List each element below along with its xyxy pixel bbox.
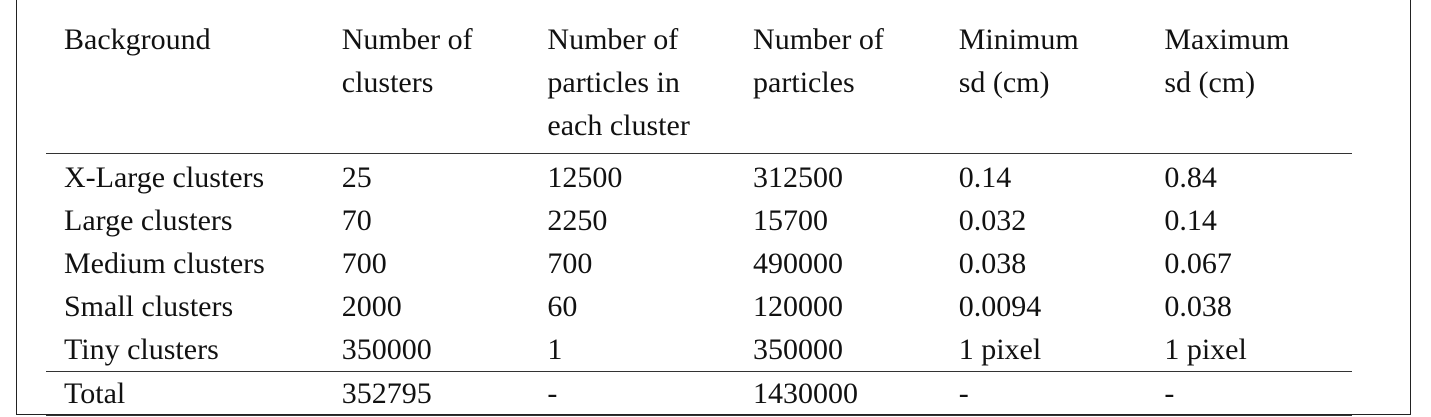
header-minimum-sd [941,16,1147,154]
header-number-of-particles [735,16,941,154]
cell-number-of-particles: 15700 [753,204,829,237]
table-header-row [46,16,1352,154]
cell-particles-each-cluster: 12500 [547,161,623,194]
cell-particles-each-cluster: 700 [547,247,593,280]
cell-number-of-particles: 490000 [753,247,844,280]
header-maximum-sd-line-2: sd (cm) [1164,66,1256,99]
header-background [46,16,324,154]
total-maximum-sd: - [1164,377,1175,410]
cell-number-of-particles: 120000 [753,290,844,323]
row-label: Large clusters [64,204,233,237]
row-label: Medium clusters [64,247,265,280]
table-row [46,199,1352,242]
table-total-row [46,372,1352,416]
cell-maximum-sd: 0.84 [1164,161,1217,194]
header-particles-each-line-1: Number of [547,23,679,56]
header-number-of-clusters-line-2: clusters [341,66,434,99]
total-number-of-clusters: 352795 [341,377,432,410]
header-particles-each-line-2: particles in [547,66,680,99]
cell-minimum-sd: 1 pixel [958,333,1042,366]
cell-maximum-sd: 0.067 [1164,247,1232,280]
header-particles-each-line-3: each cluster [547,109,690,142]
cell-maximum-sd: 0.14 [1164,204,1217,237]
cell-minimum-sd: 0.14 [958,161,1012,194]
table-row [46,285,1352,328]
header-number-of-particles-line-1: Number of [753,23,884,56]
cell-minimum-sd: 0.038 [958,247,1027,280]
cell-maximum-sd: 1 pixel [1164,333,1247,366]
header-number-of-particles-line-2: particles [753,66,855,99]
cell-particles-each-cluster: 60 [547,290,578,323]
total-number-of-particles: 1430000 [753,377,859,410]
cell-number-of-clusters: 2000 [341,290,402,323]
table-row [46,328,1352,372]
row-label: X-Large clusters [64,161,265,194]
cell-number-of-clusters: 350000 [341,333,432,366]
header-background-line-1: Background [64,23,211,56]
total-minimum-sd: - [958,377,969,410]
header-maximum-sd-line-1: Maximum [1164,23,1290,56]
cell-particles-each-cluster: 2250 [547,204,608,237]
total-particles-each-cluster: - [547,377,558,410]
header-maximum-sd [1146,16,1352,154]
cell-particles-each-cluster: 1 [547,333,563,366]
cell-number-of-particles: 312500 [753,161,844,194]
header-minimum-sd-line-2: sd (cm) [958,66,1050,99]
cell-number-of-clusters: 25 [341,161,372,194]
header-number-of-clusters-line-1: Number of [341,23,473,56]
header-number-of-clusters [324,16,530,154]
table-row [46,242,1352,285]
cell-minimum-sd: 0.0094 [958,290,1042,323]
cell-maximum-sd: 0.038 [1164,290,1232,323]
table-row [46,154,1352,200]
row-label: Small clusters [64,290,234,323]
row-label: Tiny clusters [64,333,219,366]
clusters-table [46,16,1352,416]
header-particles-in-each-cluster [529,16,735,154]
header-minimum-sd-line-1: Minimum [958,23,1079,56]
cell-number-of-clusters: 700 [341,247,387,280]
cell-number-of-clusters: 70 [341,204,372,237]
cell-minimum-sd: 0.032 [958,204,1027,237]
total-label: Total [64,377,126,410]
cell-number-of-particles: 350000 [753,333,844,366]
